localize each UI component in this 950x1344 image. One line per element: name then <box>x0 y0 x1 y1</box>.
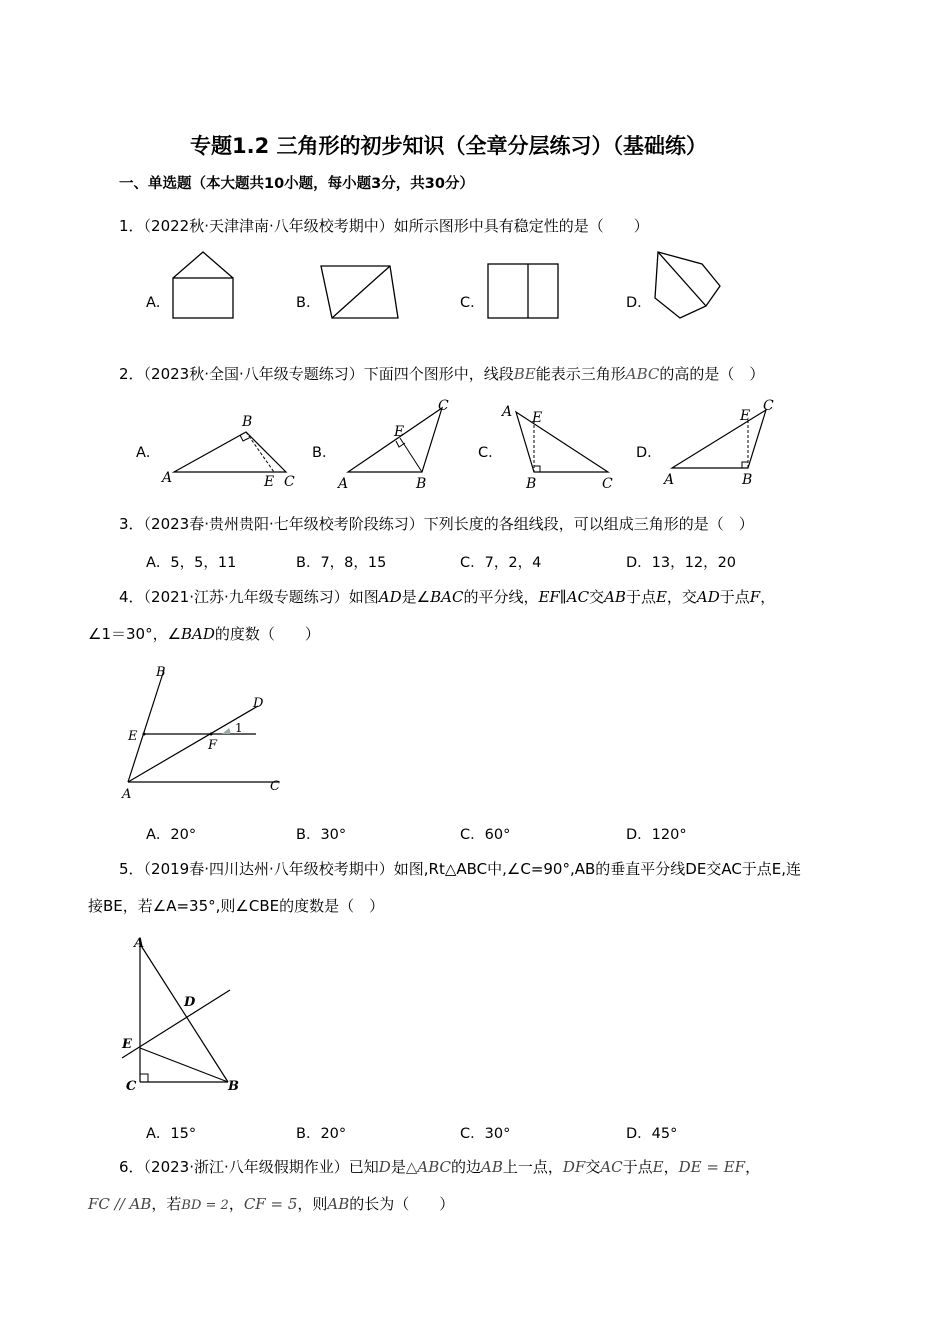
question-text: 的边 <box>450 1158 481 1176</box>
option-b: B． <box>312 445 337 461</box>
q1-figure-a-house <box>168 248 238 322</box>
math-abc: ABC <box>625 365 660 383</box>
label-c: C <box>126 1079 137 1094</box>
question-text: ，若 <box>151 1195 182 1213</box>
question-text: 是∠ <box>401 588 431 606</box>
math-df: DF <box>562 1158 586 1176</box>
option-a: A． <box>146 295 171 311</box>
math-ad: AD <box>378 588 402 606</box>
math-ad: AD <box>696 588 720 606</box>
q1-figure-d-hexagon <box>650 248 726 322</box>
math-cf: CF = 5 <box>243 1195 298 1213</box>
question-2 <box>119 364 764 384</box>
question-text: ， <box>663 1158 679 1176</box>
option-b: B．30° <box>296 827 347 843</box>
question-text: ，交 <box>666 588 697 606</box>
question-text: 交 <box>589 588 605 606</box>
option-c: C．30° <box>460 1126 511 1142</box>
math-ab: AB <box>327 1195 350 1213</box>
question-4-line-1 <box>119 587 775 607</box>
question-text: ， <box>760 588 776 606</box>
question-number: 4． <box>119 588 144 606</box>
question-5-line-1 <box>119 859 801 879</box>
math-bd: BD = 2 <box>181 1198 229 1213</box>
math-ac: AC <box>600 1158 623 1176</box>
math-be: BE <box>513 365 536 383</box>
math-bac: BAC <box>430 588 464 606</box>
math-e: E <box>652 1158 664 1176</box>
option-a: A．5，5，11 <box>146 555 237 571</box>
option-b: B． <box>296 295 321 311</box>
question-text: 如所示图形中具有稳定性的是（ ） <box>393 217 649 235</box>
option-d: D．45° <box>626 1126 678 1142</box>
math-e: E <box>655 588 667 606</box>
label-e: E <box>128 729 138 744</box>
q2-figure-d <box>660 396 785 492</box>
math-triangle-abc: △ABC <box>405 1158 451 1176</box>
page-title: 专题1.2 三角形的初步知识（全章分层练习）（基础练） <box>190 134 708 158</box>
q2-figure-b <box>336 396 456 492</box>
question-number: 3． <box>119 515 144 533</box>
question-source: （2019春·四川达州·八年级校考期中） <box>143 860 394 878</box>
label-c: C <box>284 474 295 490</box>
option-a: A．15° <box>146 1126 197 1142</box>
question-6-line-2 <box>88 1194 454 1216</box>
label-e: E <box>122 1037 132 1052</box>
math-fc-parallel-ab: FC // AB <box>88 1195 152 1213</box>
option-d: D．120° <box>626 827 687 843</box>
option-d: D． <box>636 445 662 461</box>
q1-figure-b-parallelogram <box>318 262 403 322</box>
label-a: A <box>502 404 513 420</box>
question-text: 下列长度的各组线段，可以组成三角形的是（ ） <box>423 515 754 533</box>
question-text: 的高的是（ ） <box>659 365 765 383</box>
section-heading: 一、单选题（本大题共10小题，每小题3分，共30分） <box>119 176 474 192</box>
label-a: A <box>664 472 675 488</box>
q1-figure-c-rectangle <box>484 260 564 322</box>
question-text: 已知 <box>348 1158 379 1176</box>
question-text: 交 <box>585 1158 601 1176</box>
question-source: （2023秋·全国·八年级专题练习） <box>143 365 364 383</box>
question-text: 的度数（ ） <box>214 625 320 643</box>
math-f: F <box>749 588 761 606</box>
label-e: E <box>532 410 543 426</box>
option-b: B．7，8，15 <box>296 555 387 571</box>
label-a: A <box>338 476 349 492</box>
q5-figure <box>118 932 248 1094</box>
label-b: B <box>526 476 537 492</box>
option-c: C．7，2，4 <box>460 555 542 571</box>
question-text: ， <box>745 1158 761 1176</box>
math-ab: AB <box>604 588 626 606</box>
option-a: A． <box>136 445 161 461</box>
label-a: A <box>134 936 145 951</box>
label-a: A <box>122 787 132 802</box>
question-text: ，则 <box>297 1195 328 1213</box>
question-text: 是 <box>390 1158 406 1176</box>
question-text: 于点 <box>719 588 750 606</box>
question-text: 下面四个图形中，线段 <box>363 365 514 383</box>
question-3 <box>119 514 754 534</box>
question-source: （2023春·贵州贵阳·七年级校考阶段练习） <box>143 515 424 533</box>
question-6-line-1 <box>119 1157 760 1177</box>
option-b: B．20° <box>296 1126 347 1142</box>
label-c: C <box>270 779 280 794</box>
q2-figure-a <box>158 410 303 490</box>
label-e: E <box>264 474 275 490</box>
label-c: C <box>763 398 774 414</box>
question-source: （2021·江苏·九年级专题练习） <box>143 588 349 606</box>
question-text: 于点 <box>622 1158 653 1176</box>
label-b: B <box>416 476 427 492</box>
label-b: B <box>228 1079 239 1094</box>
label-d: D <box>184 995 196 1010</box>
question-source: （2022秋·天津津南·八年级校考期中） <box>143 217 394 235</box>
question-text: ∠1＝30°，∠ <box>88 625 182 643</box>
q2-figure-c <box>500 400 620 492</box>
math-ef-ac: EF∥AC <box>538 588 590 606</box>
option-d: D．13，12，20 <box>626 555 737 571</box>
label-c: C <box>602 476 613 492</box>
label-b: B <box>742 472 753 488</box>
question-text: 上一点， <box>502 1158 563 1176</box>
question-text: 的长为（ ） <box>349 1195 455 1213</box>
label-c: C <box>438 398 449 414</box>
question-text: 的平分线， <box>463 588 539 606</box>
question-text: 能表示三角形 <box>535 365 626 383</box>
option-c: C． <box>460 295 485 311</box>
math-d: D <box>378 1158 391 1176</box>
label-b: B <box>156 665 166 680</box>
label-b: B <box>242 414 253 430</box>
label-a: A <box>162 470 173 486</box>
option-a: A．20° <box>146 827 197 843</box>
label-f: F <box>208 738 218 753</box>
label-e: E <box>740 408 751 424</box>
label-d: D <box>253 696 264 711</box>
math-de-ef: DE = EF <box>678 1158 746 1176</box>
label-angle-1: 1 <box>235 721 243 735</box>
question-text: 于点 <box>625 588 656 606</box>
question-number: 5． <box>119 860 144 878</box>
option-c: C． <box>478 445 503 461</box>
question-text: 如图,Rt△ABC中,∠C=90°,AB的垂直平分线DE交AC于点E,连 <box>393 860 802 878</box>
question-text: ， <box>228 1195 244 1213</box>
question-1 <box>119 216 649 236</box>
question-source: （2023·浙江·八年级假期作业） <box>143 1158 349 1176</box>
label-e: E <box>394 424 405 440</box>
question-5-line-2: 接BE，若∠A=35°,则∠CBE的度数是（ ） <box>88 897 385 915</box>
math-bad: BAD <box>181 625 215 643</box>
q4-figure <box>118 662 298 802</box>
question-number: 6． <box>119 1158 144 1176</box>
option-d: D． <box>626 295 652 311</box>
option-c: C．60° <box>460 827 511 843</box>
question-number: 1． <box>119 217 144 235</box>
math-ab: AB <box>481 1158 503 1176</box>
question-number: 2． <box>119 365 144 383</box>
question-4-line-2 <box>88 624 320 644</box>
question-text: 如图 <box>348 588 379 606</box>
